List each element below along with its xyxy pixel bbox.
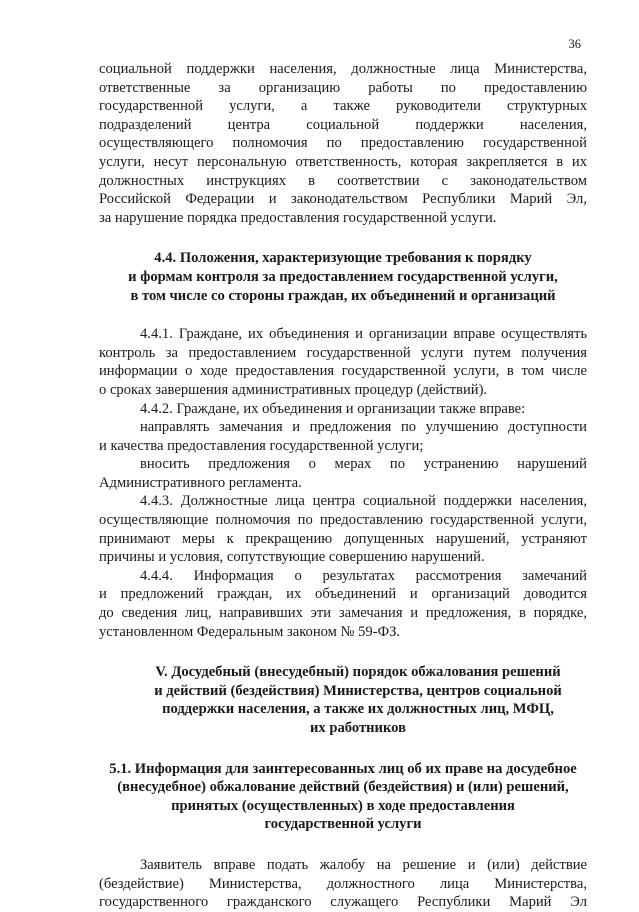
text-line: должностных инструкциях в соответствии с законодательством (99, 172, 587, 189)
heading-line: поддержки населения, а также их должностных лиц, МФЦ, (162, 701, 554, 718)
text-line: и качества предоставления государственной услуги; (99, 437, 424, 454)
text-line: 4.4.4. Информация о результатах рассмотрения замечаний (140, 567, 587, 584)
text-line: контроль за предоставлением государственной услуги путем получения (99, 344, 587, 361)
text-line: направлять замечания и предложения по улучшению доступности (140, 419, 587, 436)
heading-line: принятых (осуществленных) в ходе предоставления (171, 797, 515, 814)
text-line: причины и условия, сопутствующие совершению нарушений. (99, 549, 485, 566)
text-line: услуги, несут персональную ответственность, которая закрепляется в их (99, 153, 587, 170)
heading-line: (внесудебное) обжалование действий (бездействия) и (или) решений, (117, 779, 569, 796)
text-line: до сведения лиц, направивших эти замечания и предложения, в порядке, (99, 605, 587, 622)
page-number: 36 (568, 37, 581, 51)
paragraph-submit-proposals (99, 455, 587, 492)
text-line: (бездействие) Министерства, должностного лица Министерства, (99, 875, 587, 892)
heading-line: V. Досудебный (внесудебный) порядок обжалования решений (155, 664, 561, 681)
text-line: ответственные за организацию работы по предоставлению (99, 79, 587, 96)
paragraph-4-4-2: 4.4.2. Граждане, их объединения и организации также вправе: (140, 400, 526, 417)
heading-line: в том числе со стороны граждан, их объединений и организаций (130, 287, 556, 304)
text-line: Российской Федерации и законодательством Республики Марий Эл, (99, 191, 587, 208)
heading-line: государственной услуги (264, 816, 422, 833)
text-line: осуществляющие полномочия по предоставлению государственной услуги, (99, 512, 587, 529)
text-line: принимают меры к прекращению допущенных нарушений, устраняют (99, 530, 587, 547)
text-line: за нарушение порядка предоставления государственной услуги. (99, 209, 497, 226)
paragraph-4-4-1 (99, 325, 587, 399)
document-body (99, 60, 587, 912)
heading-line: и действий (бездействия) Министерства, центров социальной (154, 682, 562, 699)
heading-line: и формам контроля за предоставлением государственной услуги, (128, 268, 558, 285)
heading-line: их работников (310, 720, 406, 736)
text-line: установленном Федеральным законом № 59-ФЗ. (99, 623, 401, 640)
heading-line: 4.4. Положения, характеризующие требования к порядку (154, 250, 532, 267)
text-line: 4.4.1. Граждане, их объединения и организации вправе осуществлять (140, 326, 587, 343)
text-line: государственного гражданского служащего Республики Марий Эл (99, 894, 587, 911)
text-line: Заявитель вправе подать жалобу на решение и (или) действие (140, 856, 587, 873)
text-line: и предложений граждан, их объединений и организаций доводится (99, 586, 587, 603)
text-line: о сроках завершения административных процедур (действий). (99, 381, 488, 398)
intro-paragraph (99, 60, 587, 227)
section-v-heading (99, 663, 587, 737)
text-line: Административного регламента. (99, 474, 302, 491)
text-line: вносить предложения о мерах по устранению нарушений (140, 456, 587, 473)
text-line: подразделений центра социальной поддержки населения, (99, 116, 587, 133)
text-line: государственной услуги, а также руководители структурных (99, 98, 587, 115)
text-line: осуществляющего полномочия по предоставлению государственной (99, 135, 587, 152)
paragraph-4-4-4 (99, 567, 587, 641)
paragraph-send-remarks (99, 418, 587, 455)
paragraph-4-4-3 (99, 492, 587, 566)
paragraph-5-1 (99, 856, 587, 912)
text-line: социальной поддержки населения, должностные лица Министерства, (99, 61, 587, 77)
text-line: 4.4.3. Должностные лица центра социальной поддержки населения, (140, 493, 587, 510)
text-line: информации о ходе предоставления государственной услуги, в том числе (99, 363, 587, 380)
section-4-4-heading (99, 249, 587, 305)
heading-line: 5.1. Информация для заинтересованных лиц об их праве на досудебное (109, 760, 577, 777)
section-5-1-heading (99, 760, 587, 834)
